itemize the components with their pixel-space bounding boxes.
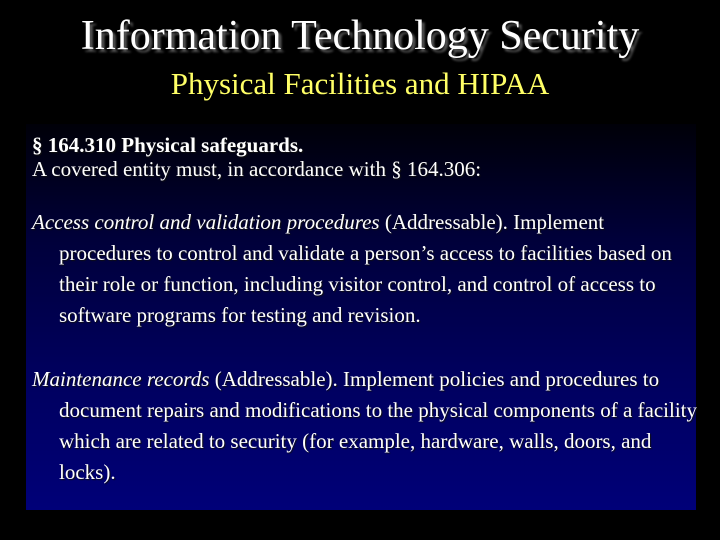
paragraph-text: (Addressable). Implement policies and procedures to document repairs and modifications to the physical components of a facility which are related to security (for example, hardware, walls, doors, and locks). [59,367,697,484]
slide-title: Information Technology Security [80,13,640,59]
paragraph-term: Maintenance records [32,367,210,391]
paragraph-maintenance-records [32,364,700,488]
rule-intro: A covered entity must, in accordance with § 164.306: [32,157,482,181]
paragraph-term: Access control and validation procedures [32,210,380,234]
slide-body [32,133,700,488]
slide-subtitle: Physical Facilities and HIPAA [170,66,550,101]
rule-heading: § 164.310 Physical safeguards. [32,133,304,157]
paragraph-access-control [32,207,700,331]
paragraph-text: (Addressable). Implement procedures to control and validate a person’s access to facilities based on their role or function, including visitor control, and control of access to software programs for testing and revision. [59,210,672,327]
